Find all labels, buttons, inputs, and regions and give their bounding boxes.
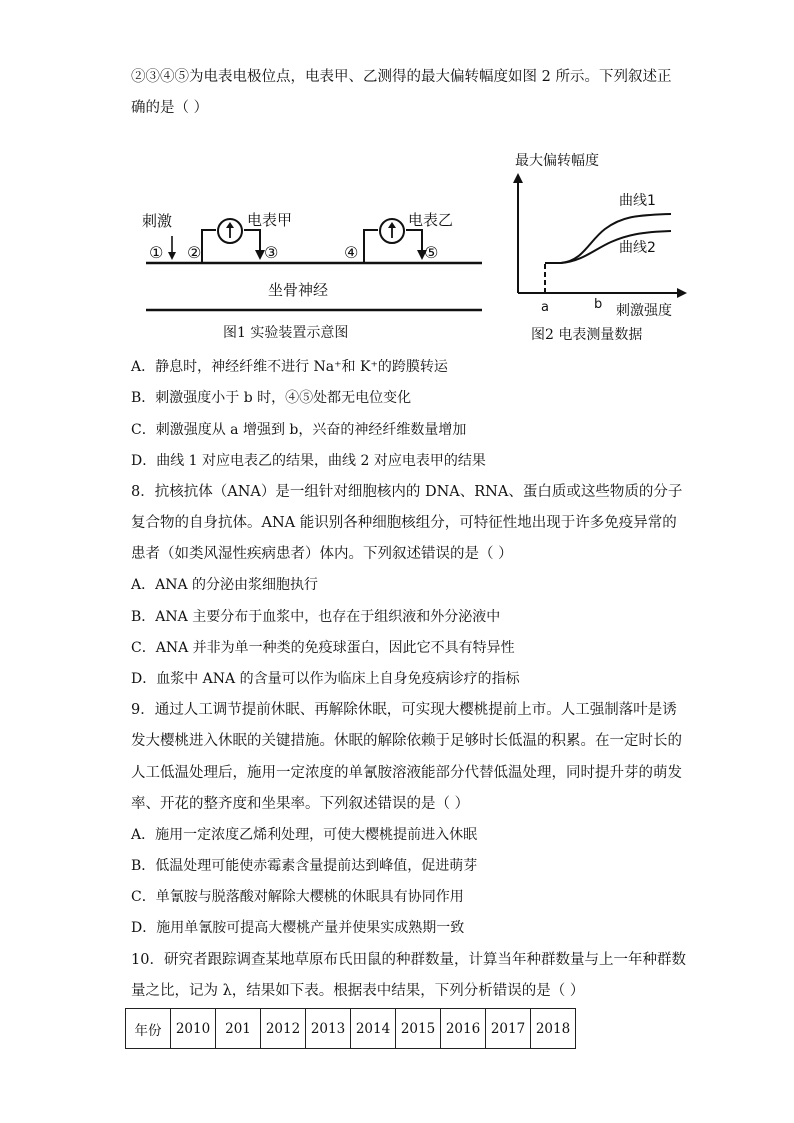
year-table bbox=[125, 1008, 576, 1049]
table-header-year: 年份 bbox=[126, 1009, 171, 1049]
q7-option-c: C．刺激强度从 a 增强到 b，兴奋的神经纤维数量增加 bbox=[131, 422, 467, 438]
fig2-ylabel: 最大偏转幅度 bbox=[515, 153, 599, 169]
nerve-label: 坐骨神经 bbox=[268, 281, 329, 299]
q9-stem-line4: 率、开花的整齐度和坐果率。下列叙述错误的是（ ） bbox=[131, 796, 470, 812]
table-cell: 201 bbox=[216, 1009, 261, 1049]
q8-option-a: A．ANA 的分泌由浆细胞执行 bbox=[131, 577, 319, 593]
point-3: ③ bbox=[264, 243, 279, 262]
table-cell: 2014 bbox=[351, 1009, 396, 1049]
q7-option-b: B．刺激强度小于 b 时，④⑤处都无电位变化 bbox=[131, 390, 412, 406]
table-cell: 2015 bbox=[396, 1009, 441, 1049]
curve-1-label: 曲线1 bbox=[619, 193, 656, 209]
table-cell: 2017 bbox=[486, 1009, 531, 1049]
q9-option-a: A．施用一定浓度乙烯利处理，可使大樱桃提前进入休眠 bbox=[131, 827, 478, 843]
q10-stem-line1: 10．研究者跟踪调查某地草原布氏田鼠的种群数量，计算当年种群数量与上一年种群数 bbox=[131, 952, 686, 968]
q9-option-d: D．施用单氰胺可提高大樱桃产量并使果实成熟期一致 bbox=[131, 920, 465, 936]
figure2-caption: 图2 电表测量数据 bbox=[531, 327, 643, 343]
q7-stem-line2: 确的是（ ） bbox=[131, 100, 209, 116]
curve-2-label: 曲线2 bbox=[619, 240, 656, 256]
point-1: ① bbox=[149, 243, 164, 262]
figure2-chart bbox=[505, 145, 695, 325]
q7-option-a: A．静息时，神经纤维不进行 Na⁺和 K⁺的跨膜转运 bbox=[131, 359, 448, 375]
q8-option-b: B．ANA 主要分布于血浆中，也存在于组织液和外分泌液中 bbox=[131, 609, 501, 625]
q8-stem-line1: 8．抗核抗体（ANA）是一组针对细胞核内的 DNA、RNA、蛋白质或这些物质的分子 bbox=[131, 484, 683, 500]
q9-option-c: C．单氰胺与脱落酸对解除大樱桃的休眠具有协同作用 bbox=[131, 889, 464, 905]
meter-a-wire bbox=[202, 230, 216, 262]
fig2-xlabel: 刺激强度 bbox=[616, 303, 672, 319]
meter-b-label: 电表乙 bbox=[408, 211, 454, 229]
q9-stem-line3: 人工低温处理后，施用一定浓度的单氰胺溶液能部分代替低温处理，同时提升芽的萌发 bbox=[131, 765, 682, 781]
meter-b-wire bbox=[364, 230, 378, 262]
q9-stem-line1: 9．通过人工调节提前休眠、再解除休眠，可实现大樱桃提前上市。人工强制落叶是诱 bbox=[131, 702, 677, 718]
figure1-setup-diagram bbox=[140, 200, 490, 320]
x-tick-a: a bbox=[541, 300, 549, 315]
meter-a-label: 电表甲 bbox=[247, 211, 293, 229]
point-5: ⑤ bbox=[424, 243, 439, 262]
point-2: ② bbox=[187, 243, 202, 262]
figure1-caption: 图1 实验装置示意图 bbox=[223, 325, 349, 341]
table-cell: 2013 bbox=[306, 1009, 351, 1049]
q8-option-c: C．ANA 并非为单一种类的免疫球蛋白，因此它不具有特异性 bbox=[131, 640, 515, 656]
q7-stem-line1: ②③④⑤为电表电极位点，电表甲、乙测得的最大偏转幅度如图 2 所示。下列叙述正 bbox=[131, 69, 672, 85]
q7-option-d: D．曲线 1 对应电表乙的结果，曲线 2 对应电表甲的结果 bbox=[131, 453, 486, 469]
x-tick-b: b bbox=[594, 297, 603, 312]
q8-stem-line3: 患者（如类风湿性疾病患者）体内。下列叙述错误的是（ ） bbox=[131, 546, 513, 562]
table-cell: 2018 bbox=[531, 1009, 576, 1049]
stim-label: 刺激 bbox=[142, 212, 173, 230]
table-cell: 2012 bbox=[261, 1009, 306, 1049]
q9-option-b: B．低温处理可能使赤霉素含量提前达到峰值，促进萌芽 bbox=[131, 858, 478, 874]
q10-stem-line2: 量之比，记为 λ，结果如下表。根据表中结果，下列分析错误的是（ ） bbox=[131, 983, 585, 999]
point-4: ④ bbox=[344, 243, 359, 262]
q9-stem-line2: 发大樱桃进入休眠的关键措施。休眠的解除依赖于足够时长低温的积累。在一定时长的 bbox=[131, 733, 682, 749]
table-cell: 2010 bbox=[171, 1009, 216, 1049]
q8-option-d: D．血浆中 ANA 的含量可以作为临床上自身免疫病诊疗的指标 bbox=[131, 671, 520, 687]
q8-stem-line2: 复合物的自身抗体。ANA 能识别各种细胞核组分，可特征性地出现于许多免疫异常的 bbox=[131, 515, 677, 531]
table-cell: 2016 bbox=[441, 1009, 486, 1049]
table-row bbox=[126, 1009, 576, 1049]
